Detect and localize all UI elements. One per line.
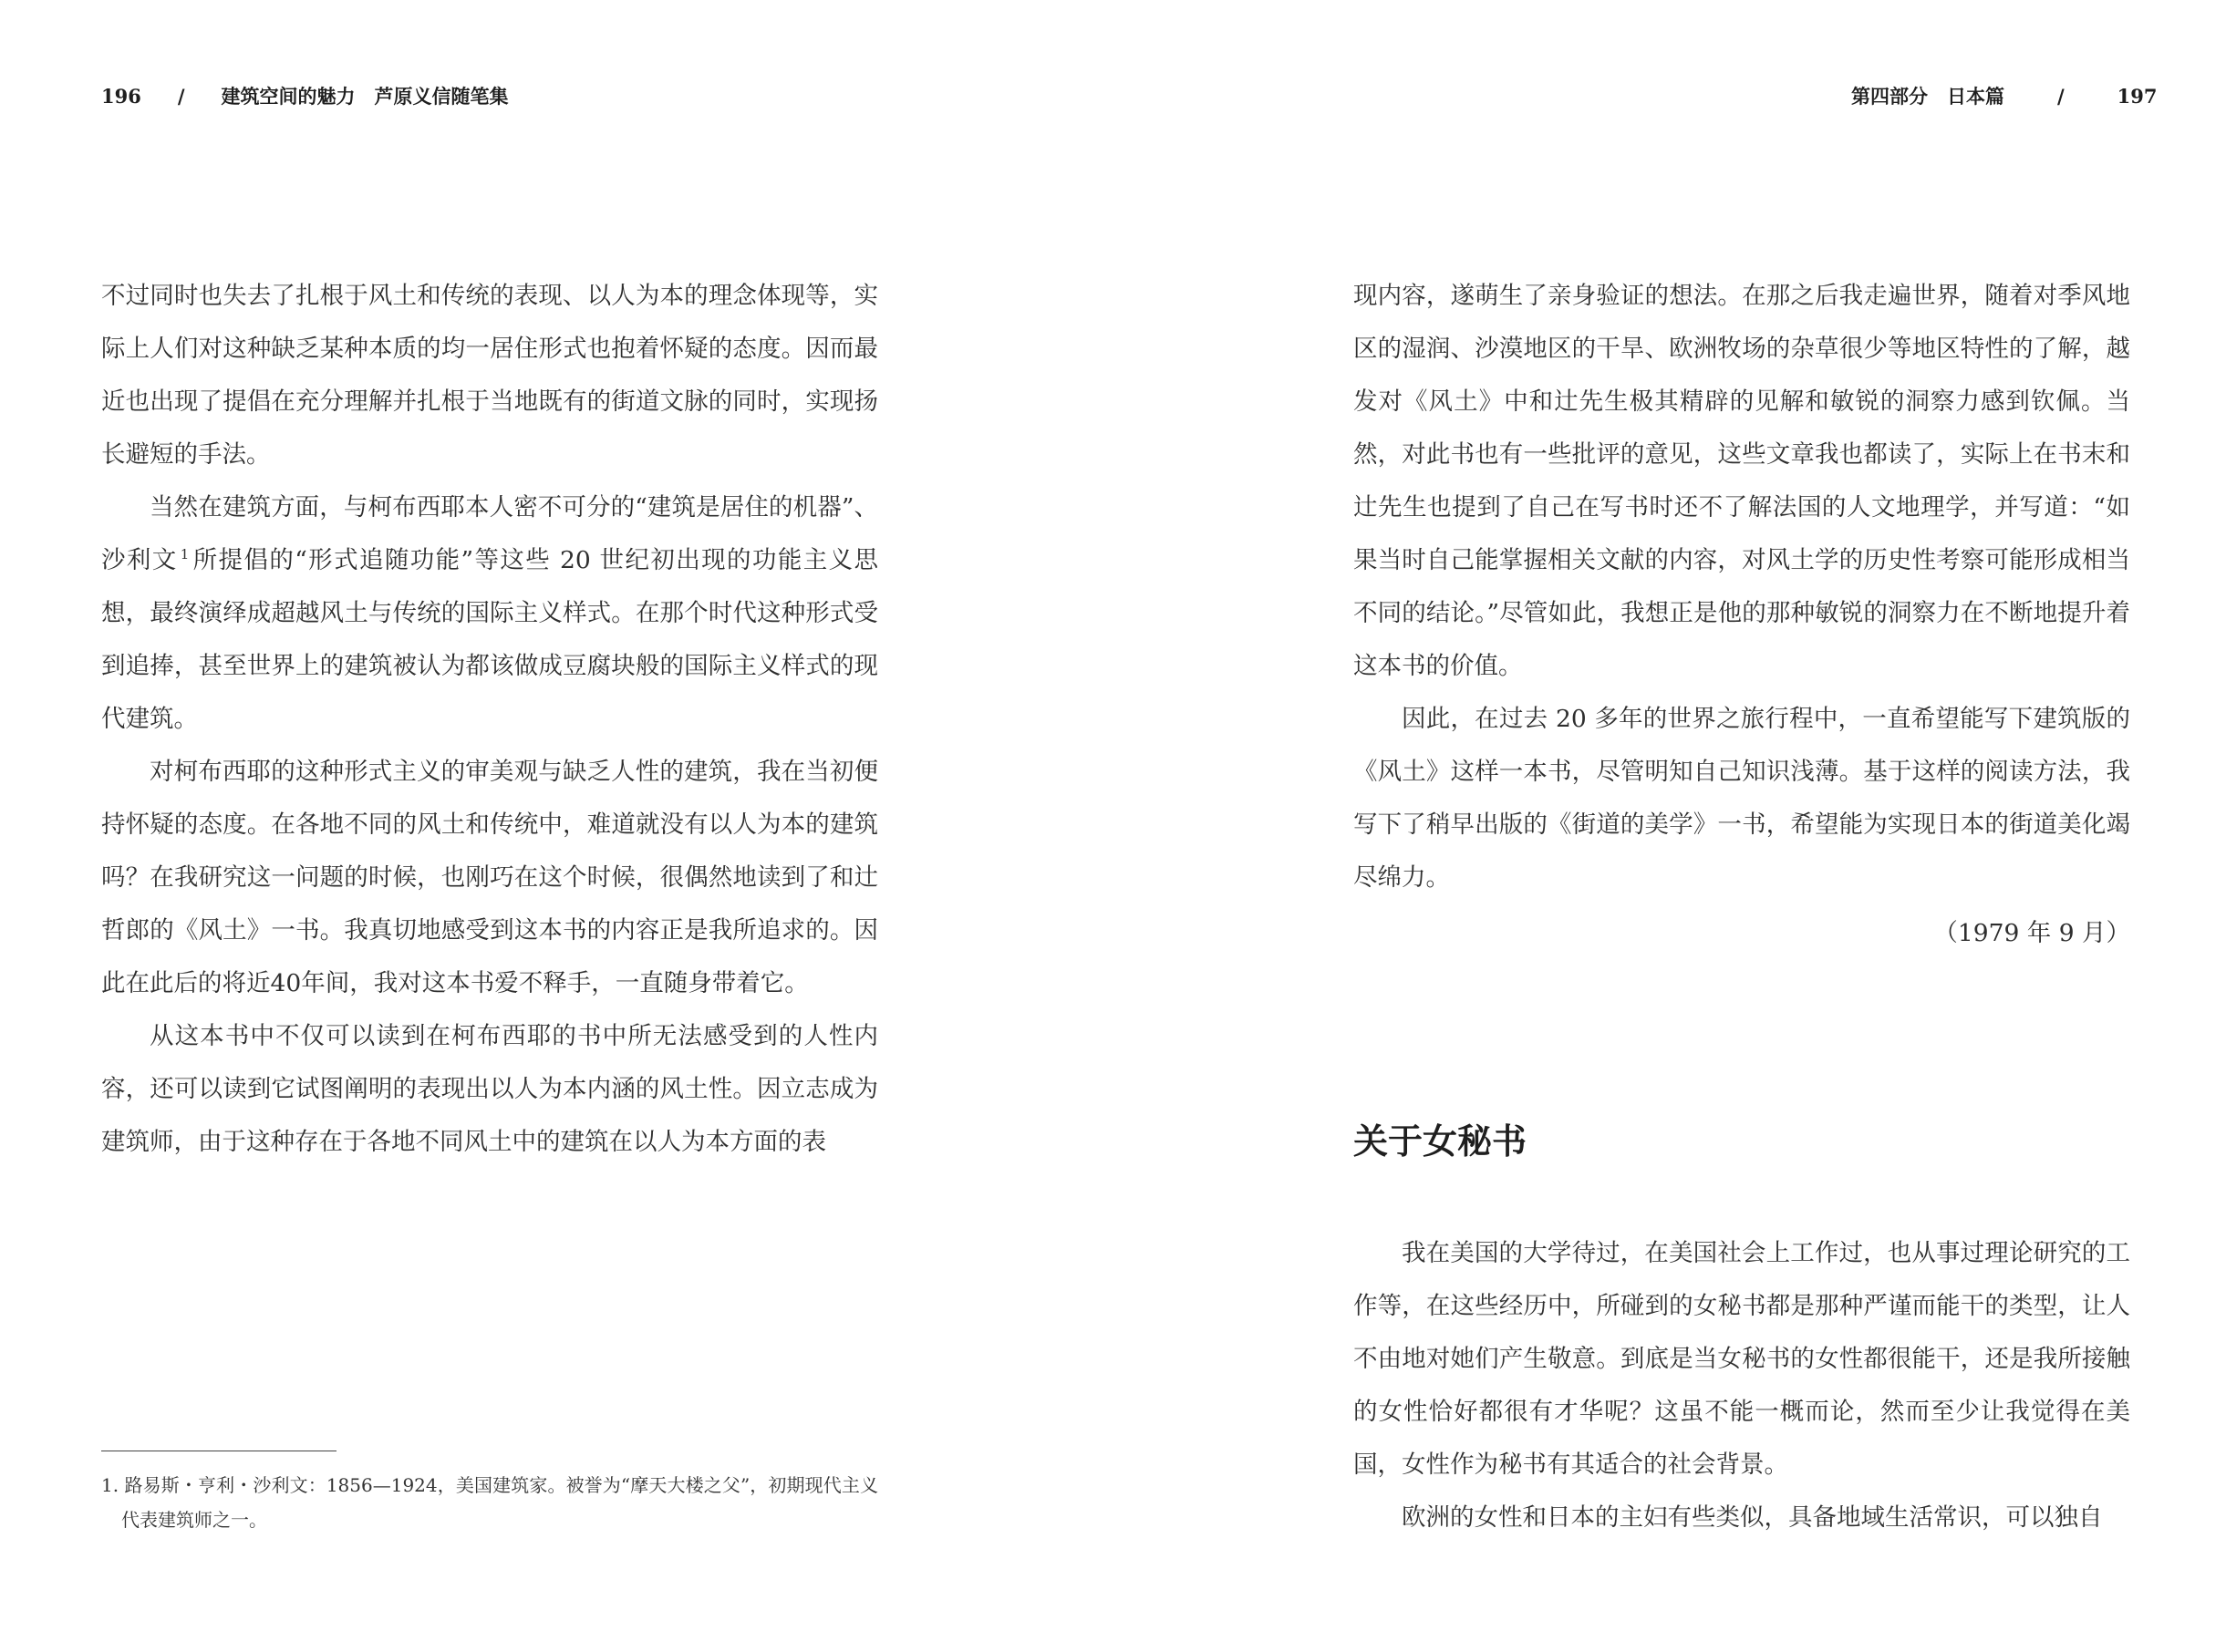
left-paragraph-2-after-note: 所提倡的“形式追随功能”等这些 20 世纪初出现的功能主义思想，最终演绎成超越风土与传统的国际主义样式。在那个时代这种形式受到追捧，甚至世界上的建筑被认为都该做成豆腐块般的国际主义样式的现代建筑。 (101, 546, 879, 733)
right-head-separator: / (2057, 85, 2065, 108)
part-title: 第四部分 日本篇 (1851, 85, 2004, 108)
section-paragraph-1: 我在美国的大学待过，在美国社会上工作过，也从事过理论研究的工作等，在这些经历中，所碰到的女秘书都是那种严谨而能干的类型，让人不由地对她们产生敬意。到底是当女秘书的女性都很能干，还是我所接触的女性恰好都很有才华呢？这虽不能一概而论，然而至少让我觉得在美国，女性作为秘书有其适合的社会背景。 (1353, 1239, 2130, 1479)
essay-date: （1979 年 9 月） (1933, 919, 2130, 947)
right-page (1113, 0, 2226, 1652)
left-paragraph-1: 不过同时也失去了扎根于风土和传统的表现、以人为本的理念体现等，实际上人们对这种缺乏某种本质的均一居住形式也抱着怀疑的态度。因而最近也出现了提倡在充分理解并扎根于当地既有的街道文脉的同时，实现扬长避短的手法。 (101, 282, 878, 469)
left-paragraph-2 (101, 481, 878, 746)
left-page-number: 196 (101, 85, 141, 108)
right-body-text (1353, 270, 2130, 904)
right-running-head (1851, 84, 2158, 109)
right-page-number: 197 (2117, 85, 2158, 108)
book-title: 建筑空间的魅力 芦原义信随笔集 (221, 85, 509, 108)
footnote-1: 1. 路易斯・亨利・沙利文：1856—1924，美国建筑家。被誉为“摩天大楼之父”，初期现代主义代表建筑师之一。 (101, 1474, 878, 1531)
left-running-head (101, 84, 509, 109)
right-paragraph-2: 因此，在过去 20 多年的世界之旅行程中，一直希望能写下建筑版的《风土》这样一本书，尽管明知自己知识浅薄。基于这样的阅读方法，我写下了稍早出版的《街道的美学》一书，希望能为实现日本的街道美化竭尽绵力。 (1353, 705, 2130, 892)
left-paragraph-2-before-note: 当然在建筑方面，与柯布西耶本人密不可分的“建筑是居住的机器”、沙利文 (101, 493, 878, 574)
right-paragraph-1: 现内容，遂萌生了亲身验证的想法。在那之后我走遍世界，随着对季风地区的湿润、沙漠地区的干旱、欧洲牧场的杂草很少等地区特性的了解，越发对《风土》中和辻先生极其精辟的见解和敏锐的洞察力感到钦佩。当然，对此书也有一些批评的意见，这些文章我也都读了，实际上在书末和辻先生也提到了自己在写书时还不了解法国的人文地理学，并写道：“如果当时自己能掌握相关文献的内容，对风土学的历史性考察可能形成相当不同的结论。”尽管如此，我想正是他的那种敏锐的洞察力在不断地提升着这本书的价值。 (1353, 282, 2130, 680)
left-paragraph-4: 从这本书中不仅可以读到在柯布西耶的书中所无法感受到的人性内容，还可以读到它试图阐明的表现出以人为本内涵的风土性。因立志成为建筑师，由于这种存在于各地不同风土中的建筑在以人为本方面的表 (101, 1022, 878, 1156)
footnote-reference-1[interactable]: 1 (180, 546, 190, 563)
section-title: 关于女秘书 (1353, 1120, 1527, 1162)
left-head-separator: / (177, 85, 185, 108)
section-paragraph-2: 欧洲的女性和日本的主妇有些类似，具备地域生活常识，可以独自 (1402, 1503, 2103, 1532)
section-body-text (1353, 1227, 2130, 1544)
left-body-text (101, 270, 878, 1169)
left-paragraph-3: 对柯布西耶的这种形式主义的审美观与缺乏人性的建筑，我在当初便持怀疑的态度。在各地不同的风土和传统中，难道就没有以人为本的建筑吗？在我研究这一问题的时候，也刚巧在这个时候，很偶然地读到了和辻哲郎的《风土》一书。我真切地感受到这本书的内容正是我所追求的。因此在此后的将近40年间，我对这本书爱不释手，一直随身带着它。 (101, 758, 878, 997)
